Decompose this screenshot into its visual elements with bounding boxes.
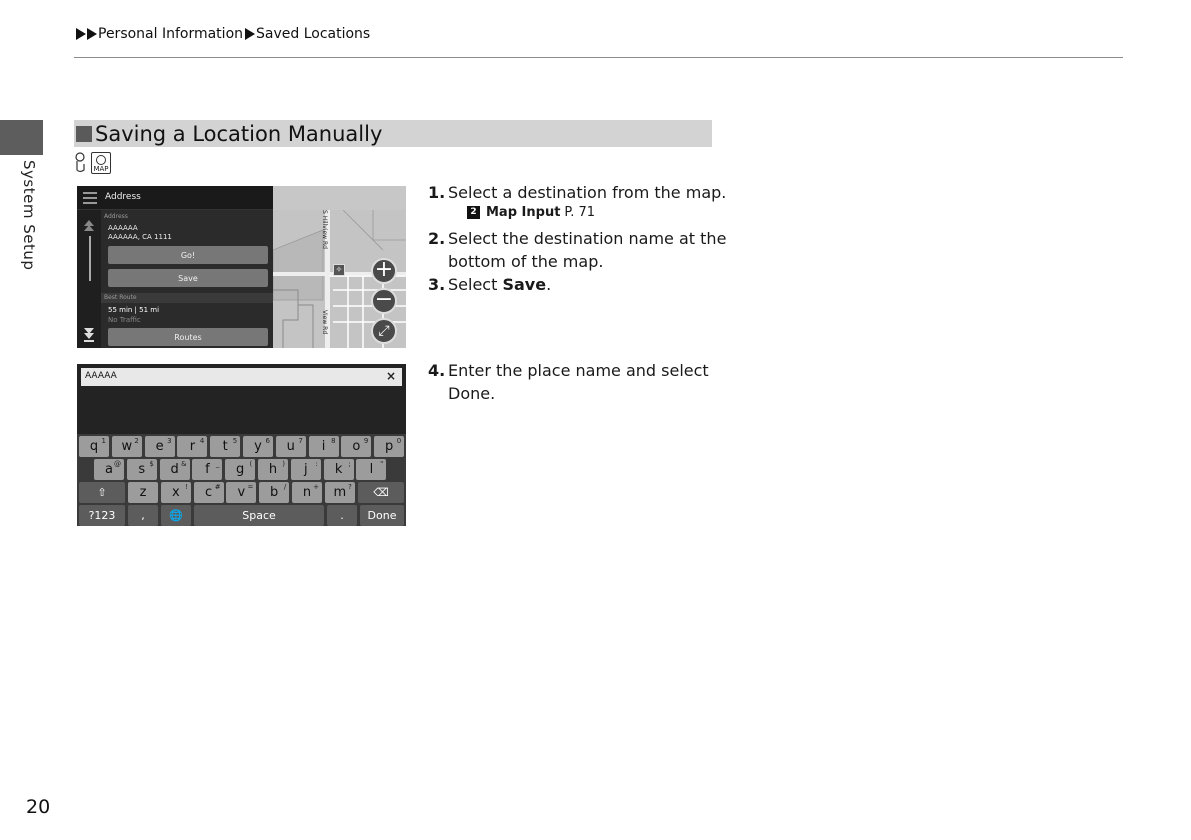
breadcrumb-arrow-icon: [245, 28, 255, 40]
key-letter: c: [205, 485, 213, 500]
key-c[interactable]: [194, 482, 224, 503]
step-4-end: .: [490, 384, 496, 403]
scrollbar[interactable]: [89, 236, 91, 281]
key-letter: i: [321, 439, 326, 454]
eta-text: 55 min | 51 mi: [108, 306, 160, 314]
key-secondary-symbol: 4: [199, 437, 205, 445]
zoom-out-button[interactable]: −: [371, 288, 397, 314]
key-d[interactable]: [160, 459, 190, 480]
address-line-2: AAAAAA, CA 1111: [108, 233, 172, 241]
step-2-number: 2.: [428, 229, 446, 248]
key-f[interactable]: [192, 459, 222, 480]
key-secondary-symbol: /: [283, 483, 287, 491]
address-section-label: Address: [104, 213, 128, 220]
key-o[interactable]: [341, 436, 371, 457]
breadcrumb-item-personal-information[interactable]: Personal Information: [98, 26, 244, 42]
breadcrumb-arrow-icon: [76, 28, 86, 40]
step-3-text: Select: [448, 275, 503, 294]
key-secondary-symbol: 7: [298, 437, 303, 445]
key-secondary-symbol: $: [149, 460, 154, 468]
key-n[interactable]: [292, 482, 322, 503]
key-q[interactable]: [79, 436, 109, 457]
page-number: 20: [26, 796, 51, 818]
key-w[interactable]: [112, 436, 142, 457]
key-secondary-symbol: =: [247, 483, 254, 491]
key-letter: q: [89, 439, 99, 454]
key-m[interactable]: [325, 482, 355, 503]
key-z[interactable]: [128, 482, 158, 503]
key-secondary-symbol: #: [214, 483, 221, 491]
step-4-number: 4.: [428, 361, 446, 380]
key-b[interactable]: [259, 482, 289, 503]
key-secondary-symbol: !: [184, 483, 188, 491]
clear-icon[interactable]: ×: [385, 369, 396, 383]
key-secondary-symbol: 5: [232, 437, 238, 445]
key-letter: n: [302, 485, 312, 500]
key-t[interactable]: [210, 436, 240, 457]
location-pin-icon[interactable]: ✧: [333, 264, 345, 276]
routes-button[interactable]: Routes: [108, 328, 268, 346]
section-title: Saving a Location Manually: [95, 121, 383, 146]
place-name-input[interactable]: [81, 368, 402, 386]
step-2-text-line-1: Select the destination name at the: [448, 229, 727, 248]
key-letter: d: [170, 462, 179, 477]
chapter-tab: [0, 120, 43, 155]
go-button[interactable]: Go!: [108, 246, 268, 264]
key-secondary-symbol: (: [249, 460, 253, 468]
chapter-label: System Setup: [20, 160, 38, 271]
key-secondary-symbol: 0: [396, 437, 402, 445]
traffic-text: No Traffic: [108, 316, 141, 324]
key-letter: l: [369, 462, 374, 477]
key-l[interactable]: [356, 459, 386, 480]
key-y[interactable]: [243, 436, 273, 457]
address-screen: [77, 186, 406, 348]
key-letter: o: [352, 439, 361, 454]
cross-reference[interactable]: [467, 205, 595, 220]
breadcrumb-arrow-icon: [87, 28, 97, 40]
reference-title: Map Input: [486, 205, 561, 220]
step-1-number: 1.: [428, 183, 446, 202]
scroll-up-icon[interactable]: [77, 214, 101, 234]
key-letter: k: [334, 462, 343, 477]
key-h[interactable]: [258, 459, 288, 480]
breadcrumb-item-saved-locations[interactable]: Saved Locations: [256, 26, 371, 42]
key-letter: j: [303, 462, 308, 477]
step-3-end: .: [546, 275, 552, 294]
step-4: [428, 359, 709, 405]
step-3-keyword: Save: [502, 275, 547, 294]
screen-header: [77, 186, 273, 210]
key-secondary-symbol: +: [313, 483, 319, 491]
step-4-text-line-1: Enter the place name and select: [448, 361, 709, 380]
key-j[interactable]: [291, 459, 321, 480]
globe-key[interactable]: 🌐: [161, 505, 191, 526]
space-key[interactable]: Space: [194, 505, 324, 526]
key-letter: w: [121, 439, 133, 454]
screen-title: Address: [105, 192, 141, 202]
step-4-text-line-2: [428, 384, 495, 403]
zoom-in-button[interactable]: +: [371, 258, 397, 284]
key-letter: m: [333, 485, 347, 500]
key-letter: g: [236, 462, 245, 477]
step-2: [428, 227, 726, 273]
key-secondary-symbol: _: [215, 460, 220, 468]
section-square-icon: [76, 126, 92, 142]
key-secondary-symbol: :: [315, 460, 318, 468]
key-secondary-symbol: @: [114, 460, 121, 468]
done-key[interactable]: Done: [360, 505, 404, 526]
key-secondary-symbol: 1: [101, 437, 106, 445]
key-secondary-symbol: ;: [348, 460, 351, 468]
keyboard: [77, 434, 406, 526]
best-route-label: Best Route: [104, 294, 137, 301]
comma-key[interactable]: ,: [128, 505, 158, 526]
period-key[interactable]: .: [327, 505, 357, 526]
address-text: [108, 224, 172, 242]
key-letter: e: [155, 439, 164, 454]
shift-key[interactable]: ⇧: [79, 482, 125, 503]
key-g[interactable]: [225, 459, 255, 480]
map-view[interactable]: [273, 210, 406, 348]
key-letter: x: [171, 485, 180, 500]
key-letter: f: [205, 462, 210, 477]
key-secondary-symbol: 8: [331, 437, 336, 445]
key-e[interactable]: [145, 436, 175, 457]
key-secondary-symbol: 6: [265, 437, 270, 445]
step-3-number: 3.: [428, 275, 446, 294]
key-letter: z: [139, 485, 147, 500]
fullscreen-button[interactable]: ⤢: [371, 318, 397, 344]
map-top-strip: [273, 186, 406, 210]
section-heading: [74, 120, 712, 147]
step-2-text-line-2: bottom of the map.: [448, 252, 604, 271]
save-button[interactable]: Save: [108, 269, 268, 287]
step-4-keyword: Done: [448, 384, 491, 403]
map-street-label-1: S Hillview Rd: [321, 210, 328, 249]
place-name-value: AAAAA: [85, 371, 117, 381]
voice-command-icon: [75, 152, 87, 174]
key-p[interactable]: [374, 436, 404, 457]
key-a[interactable]: [94, 459, 124, 480]
key-secondary-symbol: 9: [363, 437, 369, 445]
step-3: [428, 273, 551, 296]
key-k[interactable]: [324, 459, 354, 480]
menu-icon[interactable]: [83, 192, 97, 204]
key-letter: a: [105, 462, 113, 477]
step-1-text: Select a destination from the map.: [448, 183, 727, 202]
quick-access-icons: [75, 152, 111, 174]
key-x[interactable]: [161, 482, 191, 503]
key-secondary-symbol: ?: [348, 483, 352, 491]
key-v[interactable]: [226, 482, 256, 503]
key-secondary-symbol: ): [282, 460, 285, 468]
key-letter: r: [189, 439, 196, 454]
key-letter: s: [138, 462, 146, 477]
backspace-key[interactable]: ⌫: [358, 482, 404, 503]
key-i[interactable]: [309, 436, 339, 457]
key-letter: u: [286, 439, 295, 454]
key-secondary-symbol: &: [181, 460, 187, 468]
key-secondary-symbol: 3: [167, 437, 172, 445]
key-letter: t: [222, 439, 228, 454]
keyboard-screen: [77, 364, 406, 526]
key-letter: p: [385, 439, 394, 454]
reference-arrow-icon: 2: [467, 206, 480, 219]
key-secondary-symbol: 2: [134, 437, 139, 445]
key-s[interactable]: [127, 459, 157, 480]
key-letter: h: [268, 462, 278, 477]
map-button-icon: MAP: [91, 152, 111, 174]
key-letter: b: [270, 485, 279, 500]
map-street-label-2: View Rd: [321, 310, 328, 335]
header-divider: [74, 57, 1123, 58]
step-1: [428, 181, 726, 204]
key-secondary-symbol: ": [380, 460, 384, 468]
key-u[interactable]: [276, 436, 306, 457]
key-letter: v: [237, 485, 246, 500]
breadcrumb: [76, 26, 370, 42]
key-r[interactable]: [177, 436, 207, 457]
scroll-down-icon[interactable]: [77, 324, 101, 344]
reference-page: P. 71: [564, 205, 596, 220]
address-line-1: AAAAAA: [108, 224, 138, 232]
key-letter: y: [254, 439, 262, 454]
symbols-key[interactable]: ?123: [79, 505, 125, 526]
